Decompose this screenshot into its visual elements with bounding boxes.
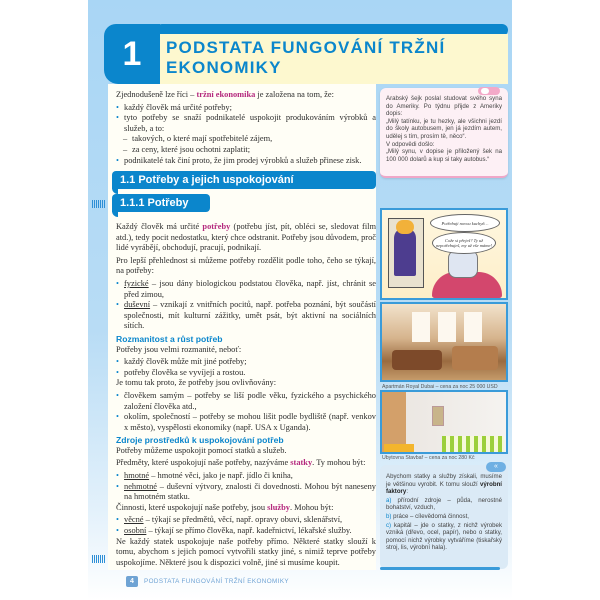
cartoon-man [448, 250, 478, 278]
factors-intro [386, 473, 502, 496]
item-text: – duševní výtvory, znalosti či dovednosti. Mohou být naneseny na hmotném statku. [124, 481, 376, 502]
photo-luxury-apartment [380, 302, 508, 382]
needs-list [116, 279, 376, 332]
sources-paragraph-2 [116, 458, 376, 469]
chapter-number: 1 [104, 24, 160, 84]
photo-window [438, 312, 456, 342]
needs-p1-text: Každý člověk má určité [116, 222, 203, 231]
term-vecne: věcné [124, 515, 144, 525]
sources-paragraph-1: Potřeby můžeme uspokojit pomocí statků a služeb. [116, 445, 287, 455]
cartoon-woman [394, 228, 416, 276]
list-item [116, 279, 376, 300]
section-heading-1-1-1: 1.1.1 Potřeby [112, 194, 210, 212]
intro-lead-tail: je založena na tom, že: [255, 90, 334, 99]
term-potreby: potřeby [202, 222, 231, 231]
intro-list [116, 103, 376, 167]
list-item [116, 471, 376, 482]
sources-p3-text: Činnosti, které uspokojují naše potřeby, jsou [116, 502, 268, 512]
list-item [116, 482, 376, 503]
sources-paragraph-3 [116, 503, 376, 514]
chapter-title: PODSTATA FUNGOVÁNÍ TRŽNÍ EKONOMIKY [166, 38, 446, 77]
factor-item [386, 522, 502, 552]
list-item: • tyto potřeby se snaží podnikatelé uspokojit produkováním výrobků a služeb, a to: [116, 113, 376, 134]
decorative-dots-icon [92, 200, 106, 208]
factor-text: přírodní zdroje – půda, nerostné bohatství, vzduch, [386, 496, 502, 512]
needs-paragraph-1 [116, 222, 376, 254]
term-statky: statky [290, 458, 313, 468]
list-item [116, 526, 376, 537]
decorative-dots-icon [92, 555, 106, 563]
list-item: • každý člověk může mít jiné potřeby; [116, 357, 376, 368]
factor-label: b) [386, 512, 392, 520]
story-text: „Milý tatínku, je tu hezky, ale všichni jezdí do školy autobusem, jen já jezdím autem, udělej s tím, prosím tě, něco“. [386, 117, 502, 140]
photo-hostel-room [380, 390, 508, 454]
paperclip-icon [478, 87, 500, 95]
sources-p3-tail: . Mohou být: [289, 502, 334, 512]
sidebar-story-box [380, 88, 508, 178]
term-sluzby: služby [267, 502, 290, 512]
story-text: V odpovědi došlo: [386, 140, 435, 148]
term-nehmotne: nehmotné [124, 481, 158, 491]
subheading-sources: Zdroje prostředků k uspokojování potřeb [116, 435, 284, 446]
intro-lead-text: Zjednodušeně lze říci – [116, 90, 197, 99]
photo-sofa [452, 346, 498, 370]
factor-item [386, 513, 502, 521]
story-text: Arabský šejk poslal studovat svého syna do Ameriky. Po týdnu přijde z Ameriky dopis: [386, 95, 502, 118]
list-item [116, 300, 376, 332]
term-trzni-ekonomika: tržní ekonomika [196, 90, 256, 99]
subheading-diversity: Rozmanitost a růst potřeb [116, 333, 223, 344]
running-title: PODSTATA FUNGOVÁNÍ TRŽNÍ EKONOMIKY [144, 578, 290, 585]
term-fyzicke: fyzické [124, 278, 149, 288]
photo-bed [442, 436, 504, 452]
list-item: • okolím, společností – potřeby se mohou lišit podle bydliště (např. venkov x město), vyspělosti ekonomiky (např. USA x Uganda). [116, 412, 376, 433]
sources-paragraph-4: Ne každý statek uspokojuje naše potřeby přímo. Některé statky slouží k tomu, abychom s jejich pomocí vytvořili statky jiné, s nimiž teprve potřeby uspokojíme. Některé jsou k dispozici volně, jiné si musíme koupit. [116, 536, 376, 567]
photo-window [464, 312, 482, 342]
factors-intro-tail: : [406, 488, 409, 496]
diversity-list-2 [116, 391, 376, 433]
photo-bed [384, 444, 414, 454]
factor-label: a) [386, 496, 392, 504]
list-item: • člověkem samým – potřeby se liší podle věku, fyzického a psychického založení člověka atd., [116, 391, 376, 412]
story-text: „Milý synu, v dopise je přiložený šek na 100 000 dolarů a kup si taky autobus.“ [386, 148, 502, 163]
list-item: • podnikatelé tak činí proto, že jim prodej výrobků a služeb přinese zisk. [116, 156, 376, 167]
cartoon-illustration [380, 208, 508, 300]
photo-door [382, 392, 406, 452]
item-text: – vznikají z vnitřních pocitů, např. potřeba poznání, být součástí společnosti, mít kulturní zážitky, umět psát, být aktivní na sociálních sítích. [124, 300, 376, 331]
sidebar-factors-box [380, 465, 508, 569]
item-text: – týkají se přímo člověka, např. kadeřnictví, lékařské služby. [146, 526, 352, 536]
list-item: • každý člověk má určité potřeby; [116, 103, 376, 114]
factors-box-underline [380, 567, 500, 570]
term-hmotne: hmotné [124, 471, 150, 481]
chevron-tab-icon: « [486, 462, 506, 472]
factor-text: práce – cílevědomá činnost, [391, 512, 469, 520]
factor-item [386, 497, 502, 512]
diversity-paragraph-2: Je tomu tak proto, že potřeby jsou ovlivňovány: [116, 378, 277, 388]
page-number: 4 [126, 576, 138, 587]
sources-p2-tail: . Ty mohou být: [312, 458, 366, 468]
diversity-list-1 [116, 357, 376, 378]
sources-p2-text: Předměty, které uspokojují naše potřeby, nazýváme [116, 458, 291, 468]
diversity-paragraph-1: Potřeby jsou velmi rozmanité, neboť: [116, 344, 242, 354]
term-dusevni: duševní [124, 300, 151, 310]
list-item: • potřeby člověka se vyvíjejí a rostou. [116, 368, 376, 379]
cartoon-woman-hair [396, 220, 414, 234]
list-item [116, 515, 376, 526]
speech-bubble: Cože si přeješ? Ty už nepotřebuješ, my už vše máme! [432, 232, 496, 254]
services-list [116, 515, 376, 536]
photo-mirror [432, 406, 444, 426]
photo-window [412, 312, 430, 342]
factor-text: kapitál – jde o statky, z nichž výrobek vzniká (dřevo, ocel, papír), nebo o statky, pomocí nichž výrobky vytváříme (tiskařský stroj, lis, výrobní hala). [386, 521, 502, 552]
speech-bubble: Potřebuji novou kuchyň… [430, 214, 500, 232]
factor-label: c) [386, 521, 392, 529]
item-text: – hmotné věci, jako je např. jídlo či kniha, [149, 471, 293, 481]
needs-p1-tail: (potřebu jíst, pít, obléci se, sledovat film atd.), tedy pocit nedostatku, který chce odstranit. Potřeby jsou důvodem, proč lidé vyrábějí, obchodují, pracují, podnikají. [116, 222, 376, 253]
item-text: – týkají se předmětů, věcí, např. opravy obuvi, sklenářství, [143, 515, 343, 525]
list-item-dash: – za ceny, které jsou ochotni zaplatit; [116, 145, 376, 156]
term-vyrobni-faktory: výrobní faktory [386, 480, 502, 496]
term-osobni: osobní [124, 526, 147, 536]
factors-intro-text: Abychom statky a služby získali, musíme je většinou vyrobit. K tomu slouží [386, 473, 502, 488]
photo-caption: Ubytovna Stavbař – cena za noc 280 Kč [382, 455, 475, 461]
list-item-dash: – takových, o které mají spotřebitelé zájem, [116, 134, 376, 145]
section-heading-1-1: 1.1 Potřeby a jejich uspokojování [112, 171, 376, 189]
needs-block [116, 222, 376, 570]
needs-paragraph-2: Pro lepší přehlednost si můžeme potřeby rozdělit podle toho, čeho se týkají, na potřeby: [116, 255, 376, 276]
item-text: – jsou dány biologickou podstatou člověka, např. jíst, chránit se před zimou, [124, 278, 376, 299]
photo-sofa [392, 350, 442, 370]
photo-caption: Apartmán Royal Dubai – cena za noc 25 000 USD [382, 384, 498, 390]
intro-lead [116, 90, 376, 101]
goods-list [116, 471, 376, 503]
intro-block [116, 90, 376, 166]
